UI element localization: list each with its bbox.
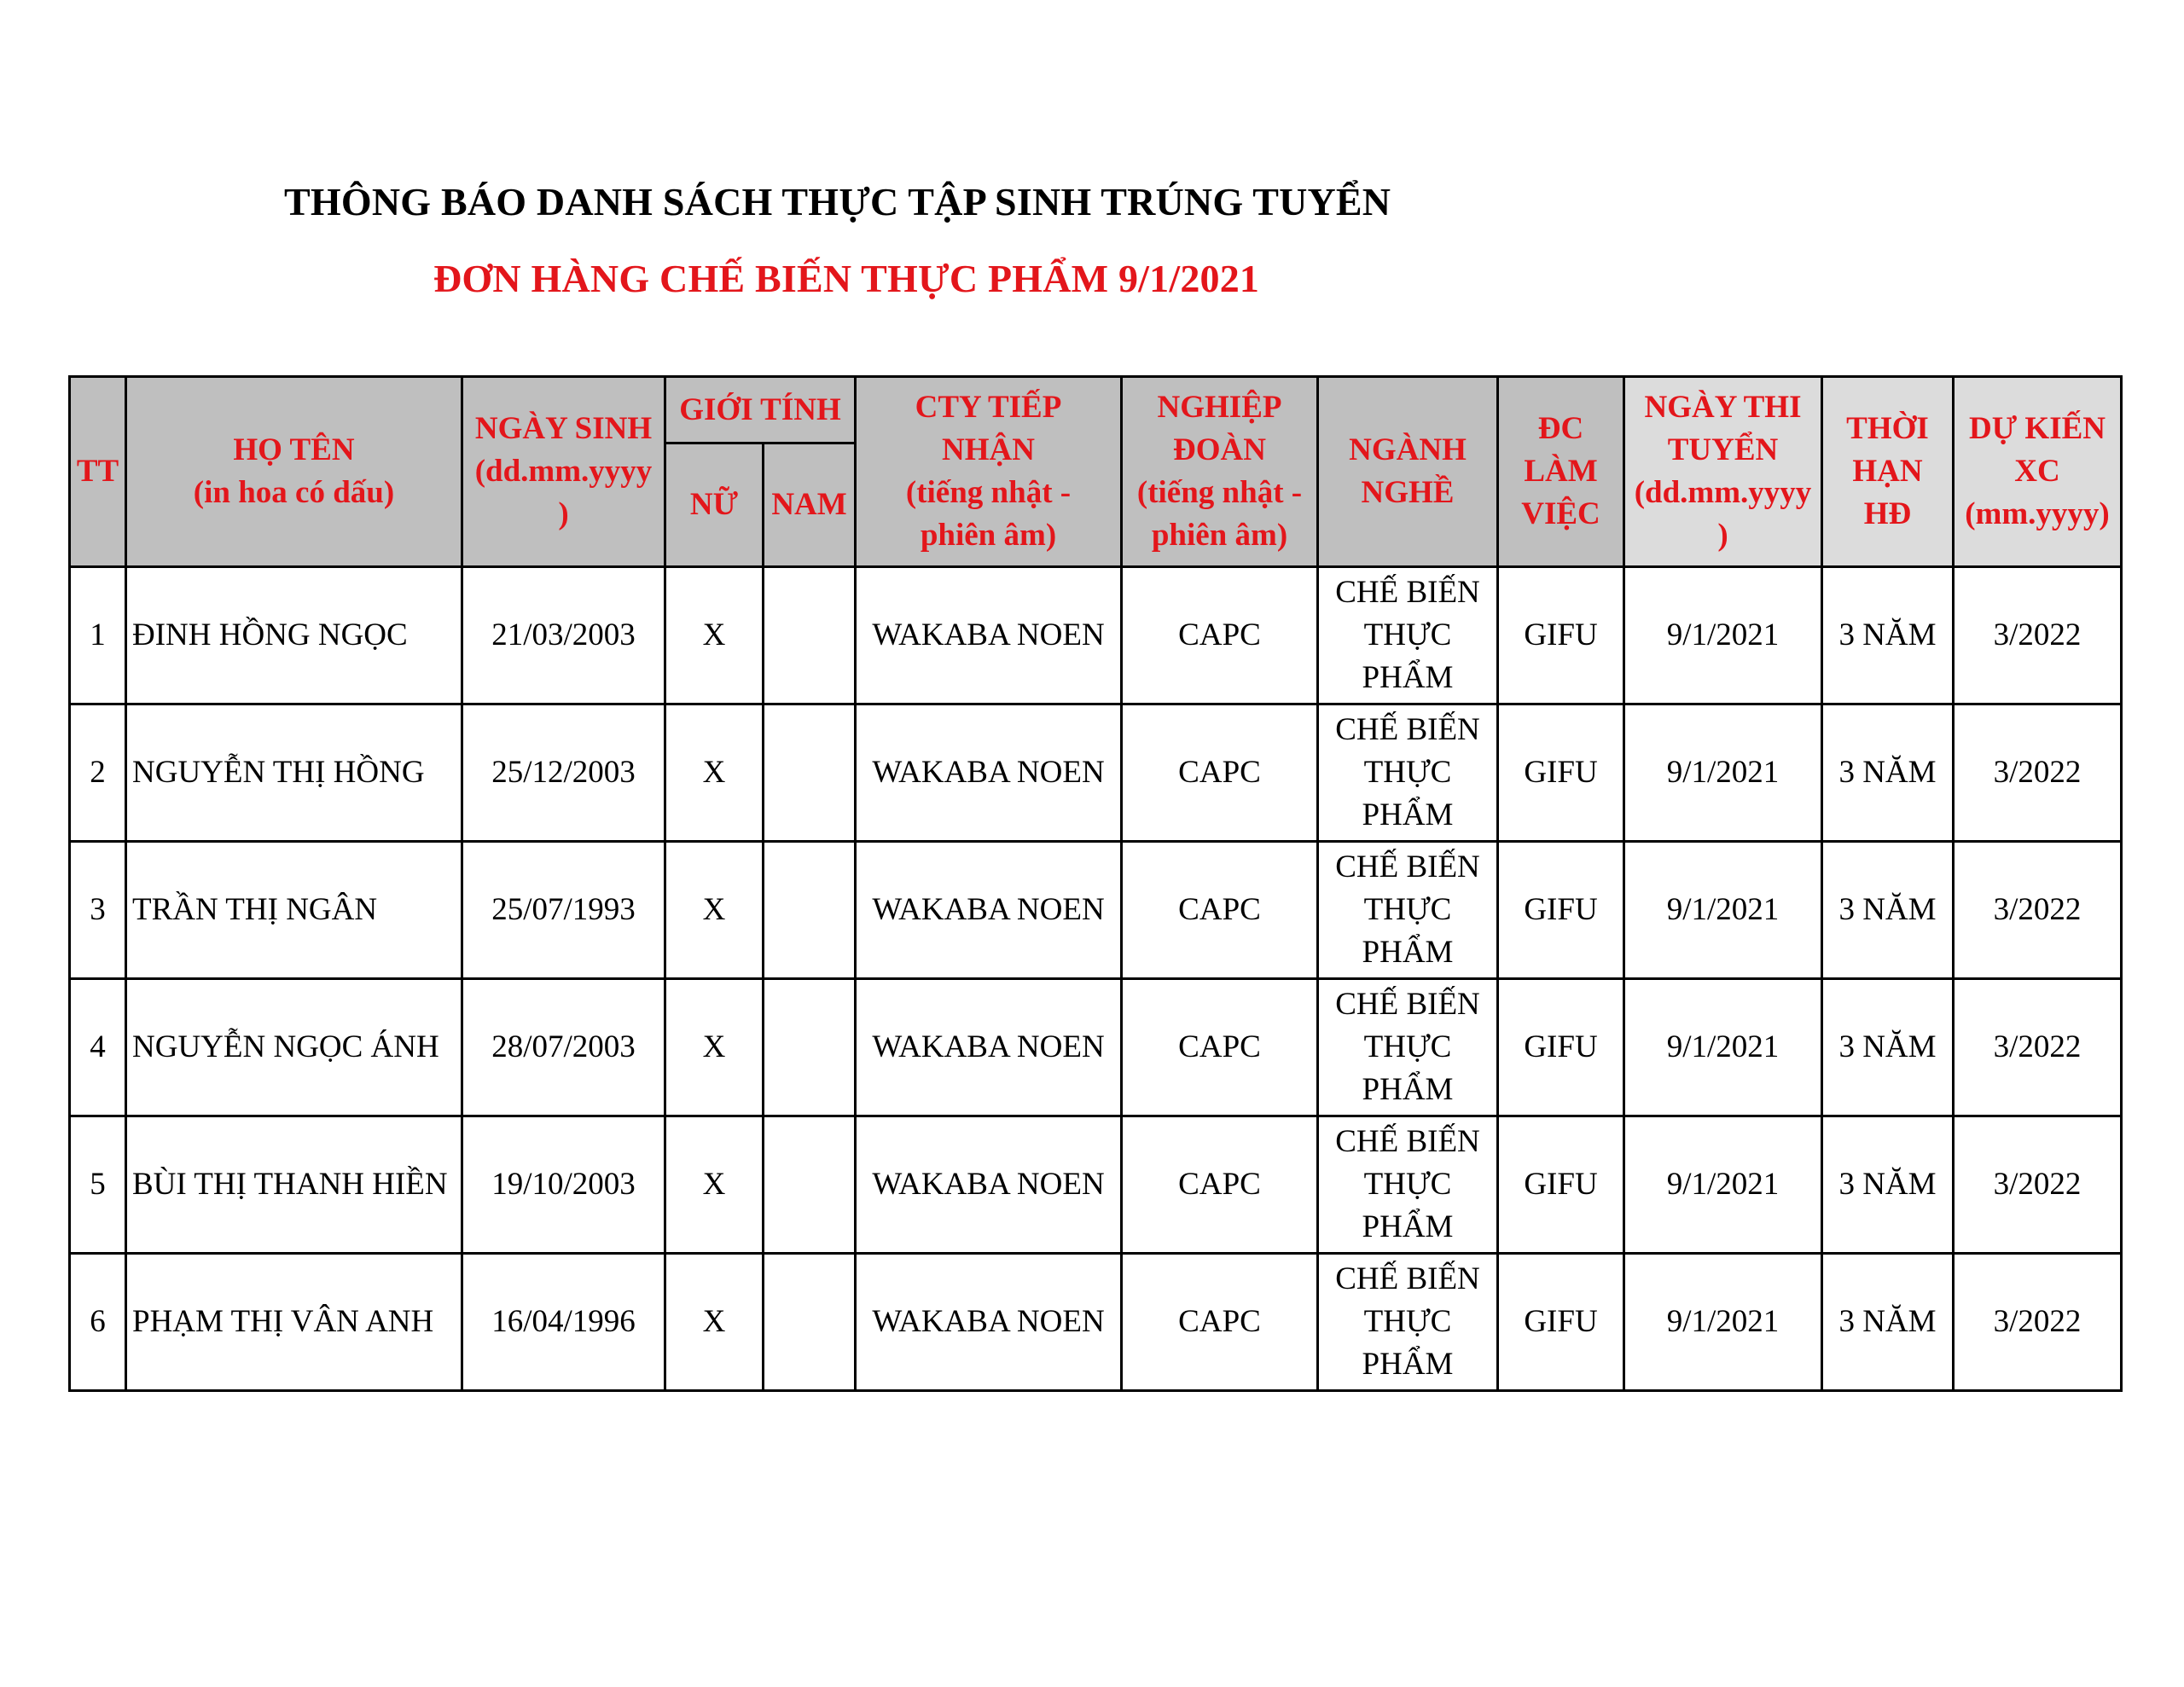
table-row [70, 842, 2122, 979]
cell-workplace: GIFU [1498, 704, 1624, 842]
cell-company: WAKABA NOEN [856, 567, 1122, 704]
col-header-exam-date: NGÀY THI TUYỂN (dd.mm.yyyy ) [1624, 377, 1822, 567]
cell-job: CHẾ BIẾN THỰC PHẨM [1318, 842, 1498, 979]
cell-tt: 6 [70, 1254, 126, 1391]
cell-male [764, 1116, 856, 1254]
cell-name: NGUYỄN NGỌC ÁNH [126, 979, 462, 1116]
cell-contract-term: 3 NĂM [1822, 842, 1954, 979]
cell-contract-term: 3 NĂM [1822, 567, 1954, 704]
cell-contract-term: 3 NĂM [1822, 1254, 1954, 1391]
cell-female: X [665, 979, 764, 1116]
col-header-name: HỌ TÊN (in hoa có dấu) [126, 377, 462, 567]
cell-union: CAPC [1122, 704, 1318, 842]
cell-union: CAPC [1122, 567, 1318, 704]
col-header-gender: GIỚI TÍNH [665, 377, 856, 443]
cell-dob: 25/12/2003 [462, 704, 665, 842]
cell-name: TRẦN THỊ NGÂN [126, 842, 462, 979]
cell-tt: 5 [70, 1116, 126, 1254]
document-subtitle: ĐƠN HÀNG CHẾ BIẾN THỰC PHẨM 9/1/2021 [433, 257, 1260, 300]
cell-company: WAKABA NOEN [856, 979, 1122, 1116]
cell-contract-term: 3 NĂM [1822, 704, 1954, 842]
cell-name: NGUYỄN THỊ HỒNG [126, 704, 462, 842]
col-header-job: NGÀNH NGHỀ [1318, 377, 1498, 567]
col-header-contract-term: THỜI HẠN HĐ [1822, 377, 1954, 567]
cell-tt: 3 [70, 842, 126, 979]
table-header [70, 377, 2122, 567]
cell-departure: 3/2022 [1954, 1254, 2122, 1391]
cell-departure: 3/2022 [1954, 979, 2122, 1116]
table-body [70, 567, 2122, 1391]
cell-exam-date: 9/1/2021 [1624, 704, 1822, 842]
cell-tt: 1 [70, 567, 126, 704]
trainee-table [68, 375, 2123, 1392]
cell-dob: 19/10/2003 [462, 1116, 665, 1254]
cell-workplace: GIFU [1498, 1116, 1624, 1254]
col-header-union: NGHIỆP ĐOÀN (tiếng nhật - phiên âm) [1122, 377, 1318, 567]
cell-job: CHẾ BIẾN THỰC PHẨM [1318, 704, 1498, 842]
cell-male [764, 842, 856, 979]
cell-dob: 28/07/2003 [462, 979, 665, 1116]
col-header-departure: DỰ KIẾN XC (mm.yyyy) [1954, 377, 2122, 567]
cell-company: WAKABA NOEN [856, 1254, 1122, 1391]
cell-male [764, 567, 856, 704]
cell-workplace: GIFU [1498, 1254, 1624, 1391]
cell-exam-date: 9/1/2021 [1624, 842, 1822, 979]
cell-exam-date: 9/1/2021 [1624, 1116, 1822, 1254]
cell-female: X [665, 1116, 764, 1254]
cell-job: CHẾ BIẾN THỰC PHẨM [1318, 1116, 1498, 1254]
cell-exam-date: 9/1/2021 [1624, 1254, 1822, 1391]
cell-dob: 16/04/1996 [462, 1254, 665, 1391]
col-header-female: NỮ [665, 443, 764, 567]
cell-job: CHẾ BIẾN THỰC PHẨM [1318, 567, 1498, 704]
table-row [70, 979, 2122, 1116]
cell-male [764, 1254, 856, 1391]
cell-workplace: GIFU [1498, 567, 1624, 704]
cell-exam-date: 9/1/2021 [1624, 979, 1822, 1116]
cell-job: CHẾ BIẾN THỰC PHẨM [1318, 1254, 1498, 1391]
cell-exam-date: 9/1/2021 [1624, 567, 1822, 704]
table-row [70, 1254, 2122, 1391]
cell-male [764, 979, 856, 1116]
cell-union: CAPC [1122, 1254, 1318, 1391]
col-header-company: CTY TIẾP NHẬN (tiếng nhật - phiên âm) [856, 377, 1122, 567]
document-title: THÔNG BÁO DANH SÁCH THỰC TẬP SINH TRÚNG TUYỂN [284, 180, 1391, 223]
cell-female: X [665, 842, 764, 979]
cell-departure: 3/2022 [1954, 704, 2122, 842]
cell-contract-term: 3 NĂM [1822, 1116, 1954, 1254]
col-header-tt: TT [70, 377, 126, 567]
col-header-male: NAM [764, 443, 856, 567]
cell-departure: 3/2022 [1954, 567, 2122, 704]
cell-tt: 4 [70, 979, 126, 1116]
cell-dob: 25/07/1993 [462, 842, 665, 979]
cell-name: ĐINH HỒNG NGỌC [126, 567, 462, 704]
col-header-workplace: ĐC LÀM VIỆC [1498, 377, 1624, 567]
cell-tt: 2 [70, 704, 126, 842]
cell-female: X [665, 1254, 764, 1391]
table-row [70, 704, 2122, 842]
cell-company: WAKABA NOEN [856, 704, 1122, 842]
cell-departure: 3/2022 [1954, 1116, 2122, 1254]
cell-union: CAPC [1122, 842, 1318, 979]
cell-union: CAPC [1122, 1116, 1318, 1254]
cell-contract-term: 3 NĂM [1822, 979, 1954, 1116]
cell-name: PHẠM THỊ VÂN ANH [126, 1254, 462, 1391]
cell-job: CHẾ BIẾN THỰC PHẨM [1318, 979, 1498, 1116]
table-row [70, 567, 2122, 704]
cell-workplace: GIFU [1498, 979, 1624, 1116]
cell-name: BÙI THỊ THANH HIỀN [126, 1116, 462, 1254]
cell-company: WAKABA NOEN [856, 1116, 1122, 1254]
cell-union: CAPC [1122, 979, 1318, 1116]
cell-workplace: GIFU [1498, 842, 1624, 979]
cell-company: WAKABA NOEN [856, 842, 1122, 979]
cell-departure: 3/2022 [1954, 842, 2122, 979]
cell-dob: 21/03/2003 [462, 567, 665, 704]
cell-male [764, 704, 856, 842]
cell-female: X [665, 704, 764, 842]
col-header-dob: NGÀY SINH (dd.mm.yyyy ) [462, 377, 665, 567]
table-row [70, 1116, 2122, 1254]
cell-female: X [665, 567, 764, 704]
